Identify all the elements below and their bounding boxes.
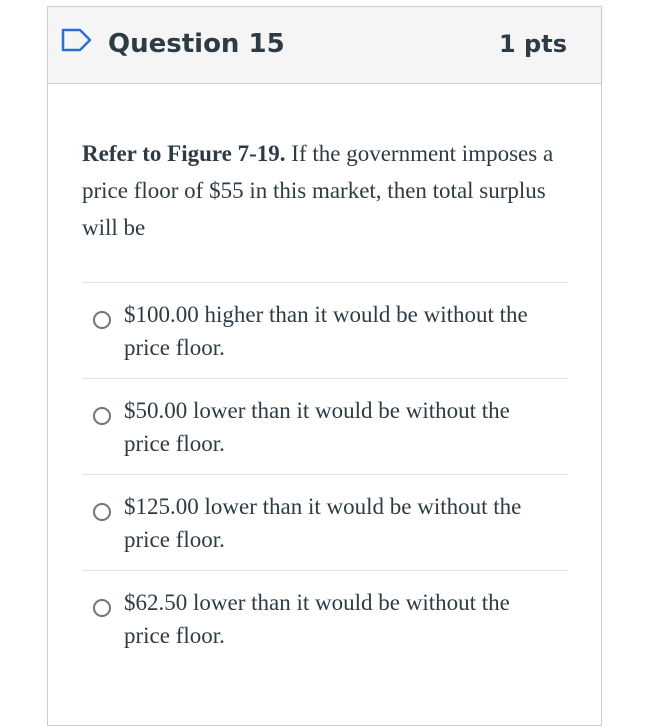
question-title: Question 15 [108, 29, 285, 59]
question-body: If the government imposes a price floor of $55 in this market, then total surplus will be [82, 141, 554, 240]
answer-label-1[interactable]: $100.00 higher than it would be without the price floor. [124, 302, 528, 360]
radio-button-4[interactable] [93, 599, 111, 617]
question-header [48, 7, 601, 84]
answer-label-3[interactable]: $125.00 lower than it would be without the price floor. [124, 494, 522, 552]
answer-option-3[interactable] [82, 474, 568, 570]
answer-option-4[interactable] [82, 570, 568, 666]
question-card [47, 6, 602, 726]
radio-button-2[interactable] [93, 407, 111, 425]
figure-reference: Refer to Figure 7-19. [82, 141, 286, 166]
answer-label-2[interactable]: $50.00 lower than it would be without the price floor. [124, 398, 510, 456]
question-points: 1 pts [499, 30, 567, 58]
question-text [82, 135, 572, 246]
answer-option-2[interactable] [82, 378, 568, 474]
radio-button-3[interactable] [93, 503, 111, 521]
answer-list [82, 282, 568, 666]
flag-question-icon[interactable] [60, 27, 94, 53]
radio-button-1[interactable] [93, 311, 111, 329]
answer-label-4[interactable]: $62.50 lower than it would be without the price floor. [124, 590, 510, 648]
answer-option-1[interactable] [82, 282, 568, 378]
